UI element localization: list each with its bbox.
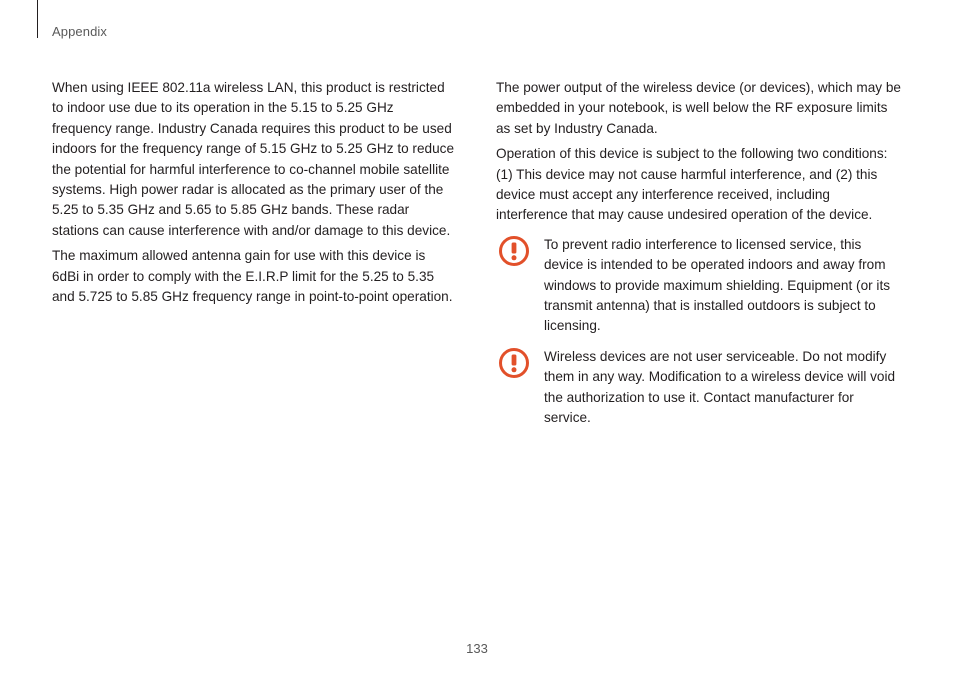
paragraph-ieee-restriction: When using IEEE 802.11a wireless LAN, this product is restricted to indoor use due to its operation in the 5.15 to 5.25 GHz frequency range. Industry Canada requires this product to be used indoors for the frequency range of 5.15 GHz to 5.25 GHz to reduce the potential for harmful interference to co-channel mobile satellite systems. High power radar is allocated as the primary user of the 5.25 to 5.35 GHz and 5.65 to 5.85 GHz bands. These radar stations can cause interference with and/or damage to this device.: [52, 80, 454, 238]
section-label: Appendix: [52, 24, 108, 39]
header-rule: [37, 0, 38, 38]
page-number: 133: [466, 641, 488, 656]
caution-note-not-serviceable: [496, 347, 904, 429]
paragraph-power-output: The power output of the wireless device (or devices), which may be embedded in your notebook, is well below the RF exposure limits as set by Industry Canada.: [496, 80, 901, 136]
right-column: [496, 78, 904, 429]
caution-note-radio-interference: [496, 235, 904, 337]
left-column: [52, 78, 456, 312]
paragraph-operation-conditions: Operation of this device is subject to the following two conditions: (1) This device may not cause harmful interference, and (2) this device must accept any interference received, including interference that may cause undesired operation of the device.: [496, 146, 888, 223]
paragraph-antenna-gain: The maximum allowed antenna gain for use with this device is 6dBi in order to comply with the E.I.R.P limit for the 5.25 to 5.35 and 5.725 to 5.85 GHz frequency range in point-to-point operation.: [52, 248, 453, 305]
caution-text: Wireless devices are not user serviceable. Do not modify them in any way. Modification to a wireless device will void the authorization to use it. Contact manufacturer for service.: [544, 348, 896, 426]
caution-icon: [498, 235, 530, 267]
caution-icon: [498, 347, 530, 379]
caution-text: To prevent radio interference to licensed service, this device is intended to be operated indoors and away from windows to provide maximum shielding. Equipment (or its transmit antenna) that is installed outdoors is subject to licensing.: [544, 236, 891, 334]
